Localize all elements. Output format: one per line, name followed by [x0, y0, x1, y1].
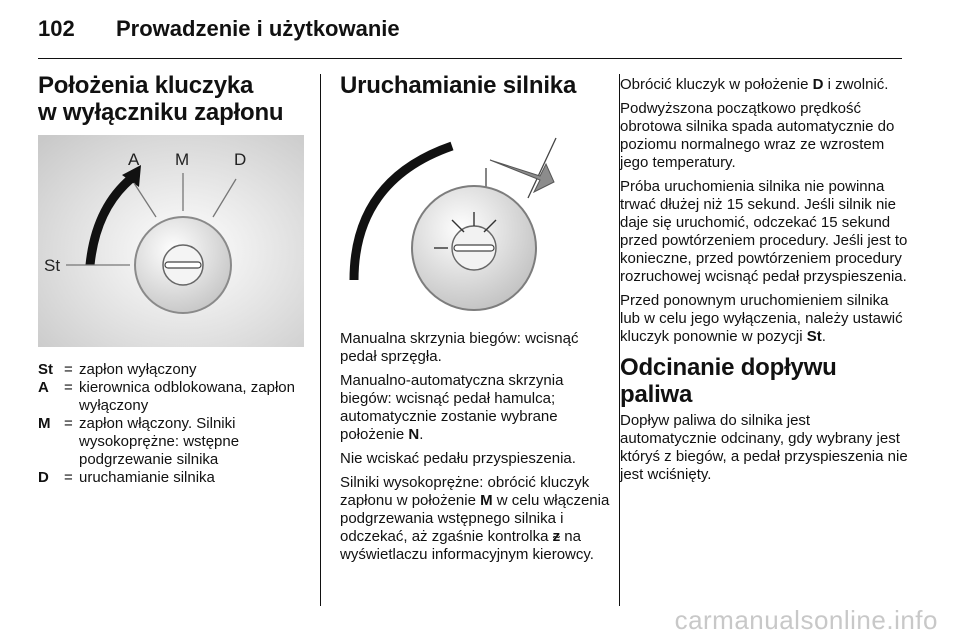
- text: .: [821, 328, 826, 345]
- legend-eq: =: [64, 469, 73, 486]
- label-d: D: [234, 150, 247, 169]
- engine-start-figure: [340, 120, 608, 332]
- bold-text: D: [812, 76, 824, 93]
- legend-key: D: [38, 469, 49, 486]
- watermark: carmanualsonline.info: [674, 605, 938, 635]
- title-line-1: Położenia kluczyka: [38, 72, 254, 99]
- label-a: A: [128, 150, 140, 169]
- label-st: St: [44, 256, 61, 275]
- glow-plug-icon: ᵶ: [552, 528, 561, 545]
- column-1: [38, 72, 310, 126]
- legend-key: St: [38, 361, 53, 378]
- text: w celu włączenia podgrzewania wstępnego silnika i odczekać, aż zgaśnie kontrolka: [340, 492, 610, 545]
- paragraph: [620, 292, 910, 346]
- text: Przed ponownym uruchomieniem silnika lub w celu jego wyłączenia, należy ustawić kluczyk ponownie w pozycji: [620, 292, 903, 345]
- column-2-text: [340, 330, 610, 570]
- legend-row: [38, 469, 310, 487]
- text: Obrócić kluczyk w położenie: [620, 76, 813, 93]
- text: na wyświetlaczu informacyjnym kierowcy.: [340, 528, 594, 563]
- paragraph: Próba uruchomienia silnika nie powinna trwać dłużej niż 15 sekund. Jeśli silnik nie daje się uruchomić, odczekać 15 sekund przed powtórzeniem procedury. Jeśli jest to konieczne, przed powtórzeniem procedury rozruchowej wcisnąć pedał przyspieszenia.: [620, 178, 908, 285]
- text: Silniki wysokoprężne: obrócić kluczyk zapłonu w położenie: [340, 474, 590, 509]
- key-slot-icon: [165, 262, 201, 268]
- legend-text: zapłon włączony. Silniki wysokoprężne: wstępne podgrzewanie silnika: [79, 415, 240, 468]
- section-title-fuel-cutoff: Odcinanie dopływu paliwa: [620, 354, 837, 408]
- text: Manualno-automatyczna skrzynia biegów: wcisnąć pedał hamulca; automatycznie zostanie wybrane położenie: [340, 372, 564, 443]
- paragraph: Podwyższona początkowo prędkość obrotowa silnika spada automatycznie do poziomu normalnego wraz ze wzrostem jego temperatury.: [620, 100, 895, 171]
- paragraph: Manualna skrzynia biegów: wcisnąć pedał sprzęgła.: [340, 330, 579, 365]
- paragraph: [620, 76, 910, 94]
- key-position-legend: [38, 361, 310, 487]
- section-title-key-positions: [38, 72, 310, 126]
- page-number: 102: [38, 16, 75, 41]
- title-line-2: w wyłączniku zapłonu: [38, 99, 284, 126]
- legend-eq: =: [64, 415, 73, 432]
- header-rule: [38, 58, 902, 59]
- bold-text: St: [806, 328, 822, 345]
- legend-text: zapłon wyłączony: [79, 361, 197, 378]
- column-divider-1: [320, 74, 321, 606]
- column-2-heading: [340, 72, 610, 99]
- paragraph: Dopływ paliwa do silnika jest automatycznie odcinany, gdy wybrany jest któryś z biegów, a pedał przyspieszenia nie jest wciśnięty.: [620, 412, 908, 483]
- ignition-positions-figure: [38, 135, 304, 347]
- legend-eq: =: [64, 361, 73, 378]
- chapter-title: Prowadzenie i użytkowanie: [116, 16, 400, 41]
- section-title-engine-start: Uruchamianie silnika: [340, 72, 577, 99]
- text: .: [419, 426, 424, 443]
- legend-row: [38, 415, 310, 469]
- turn-arrow-icon: [490, 160, 554, 192]
- legend-key: M: [38, 415, 51, 432]
- legend-key: A: [38, 379, 49, 396]
- text: i zwolnić.: [823, 76, 889, 93]
- label-m: M: [175, 150, 190, 169]
- paragraph: [340, 474, 610, 564]
- page-header: [38, 16, 400, 42]
- column-3-text: [620, 76, 910, 490]
- paragraph: [340, 372, 610, 444]
- legend-text: uruchamianie silnika: [79, 469, 215, 486]
- legend-eq: =: [64, 379, 73, 396]
- legend-row: [38, 361, 310, 379]
- legend-text: kierownica odblokowana, zapłon wyłączony: [79, 379, 295, 414]
- position-line-d: [528, 138, 556, 198]
- bold-text: N: [408, 426, 420, 443]
- key-slot-icon: [454, 245, 494, 251]
- bold-text: M: [480, 492, 493, 509]
- paragraph: Nie wciskać pedału przyspieszenia.: [340, 450, 576, 467]
- legend-row: [38, 379, 310, 415]
